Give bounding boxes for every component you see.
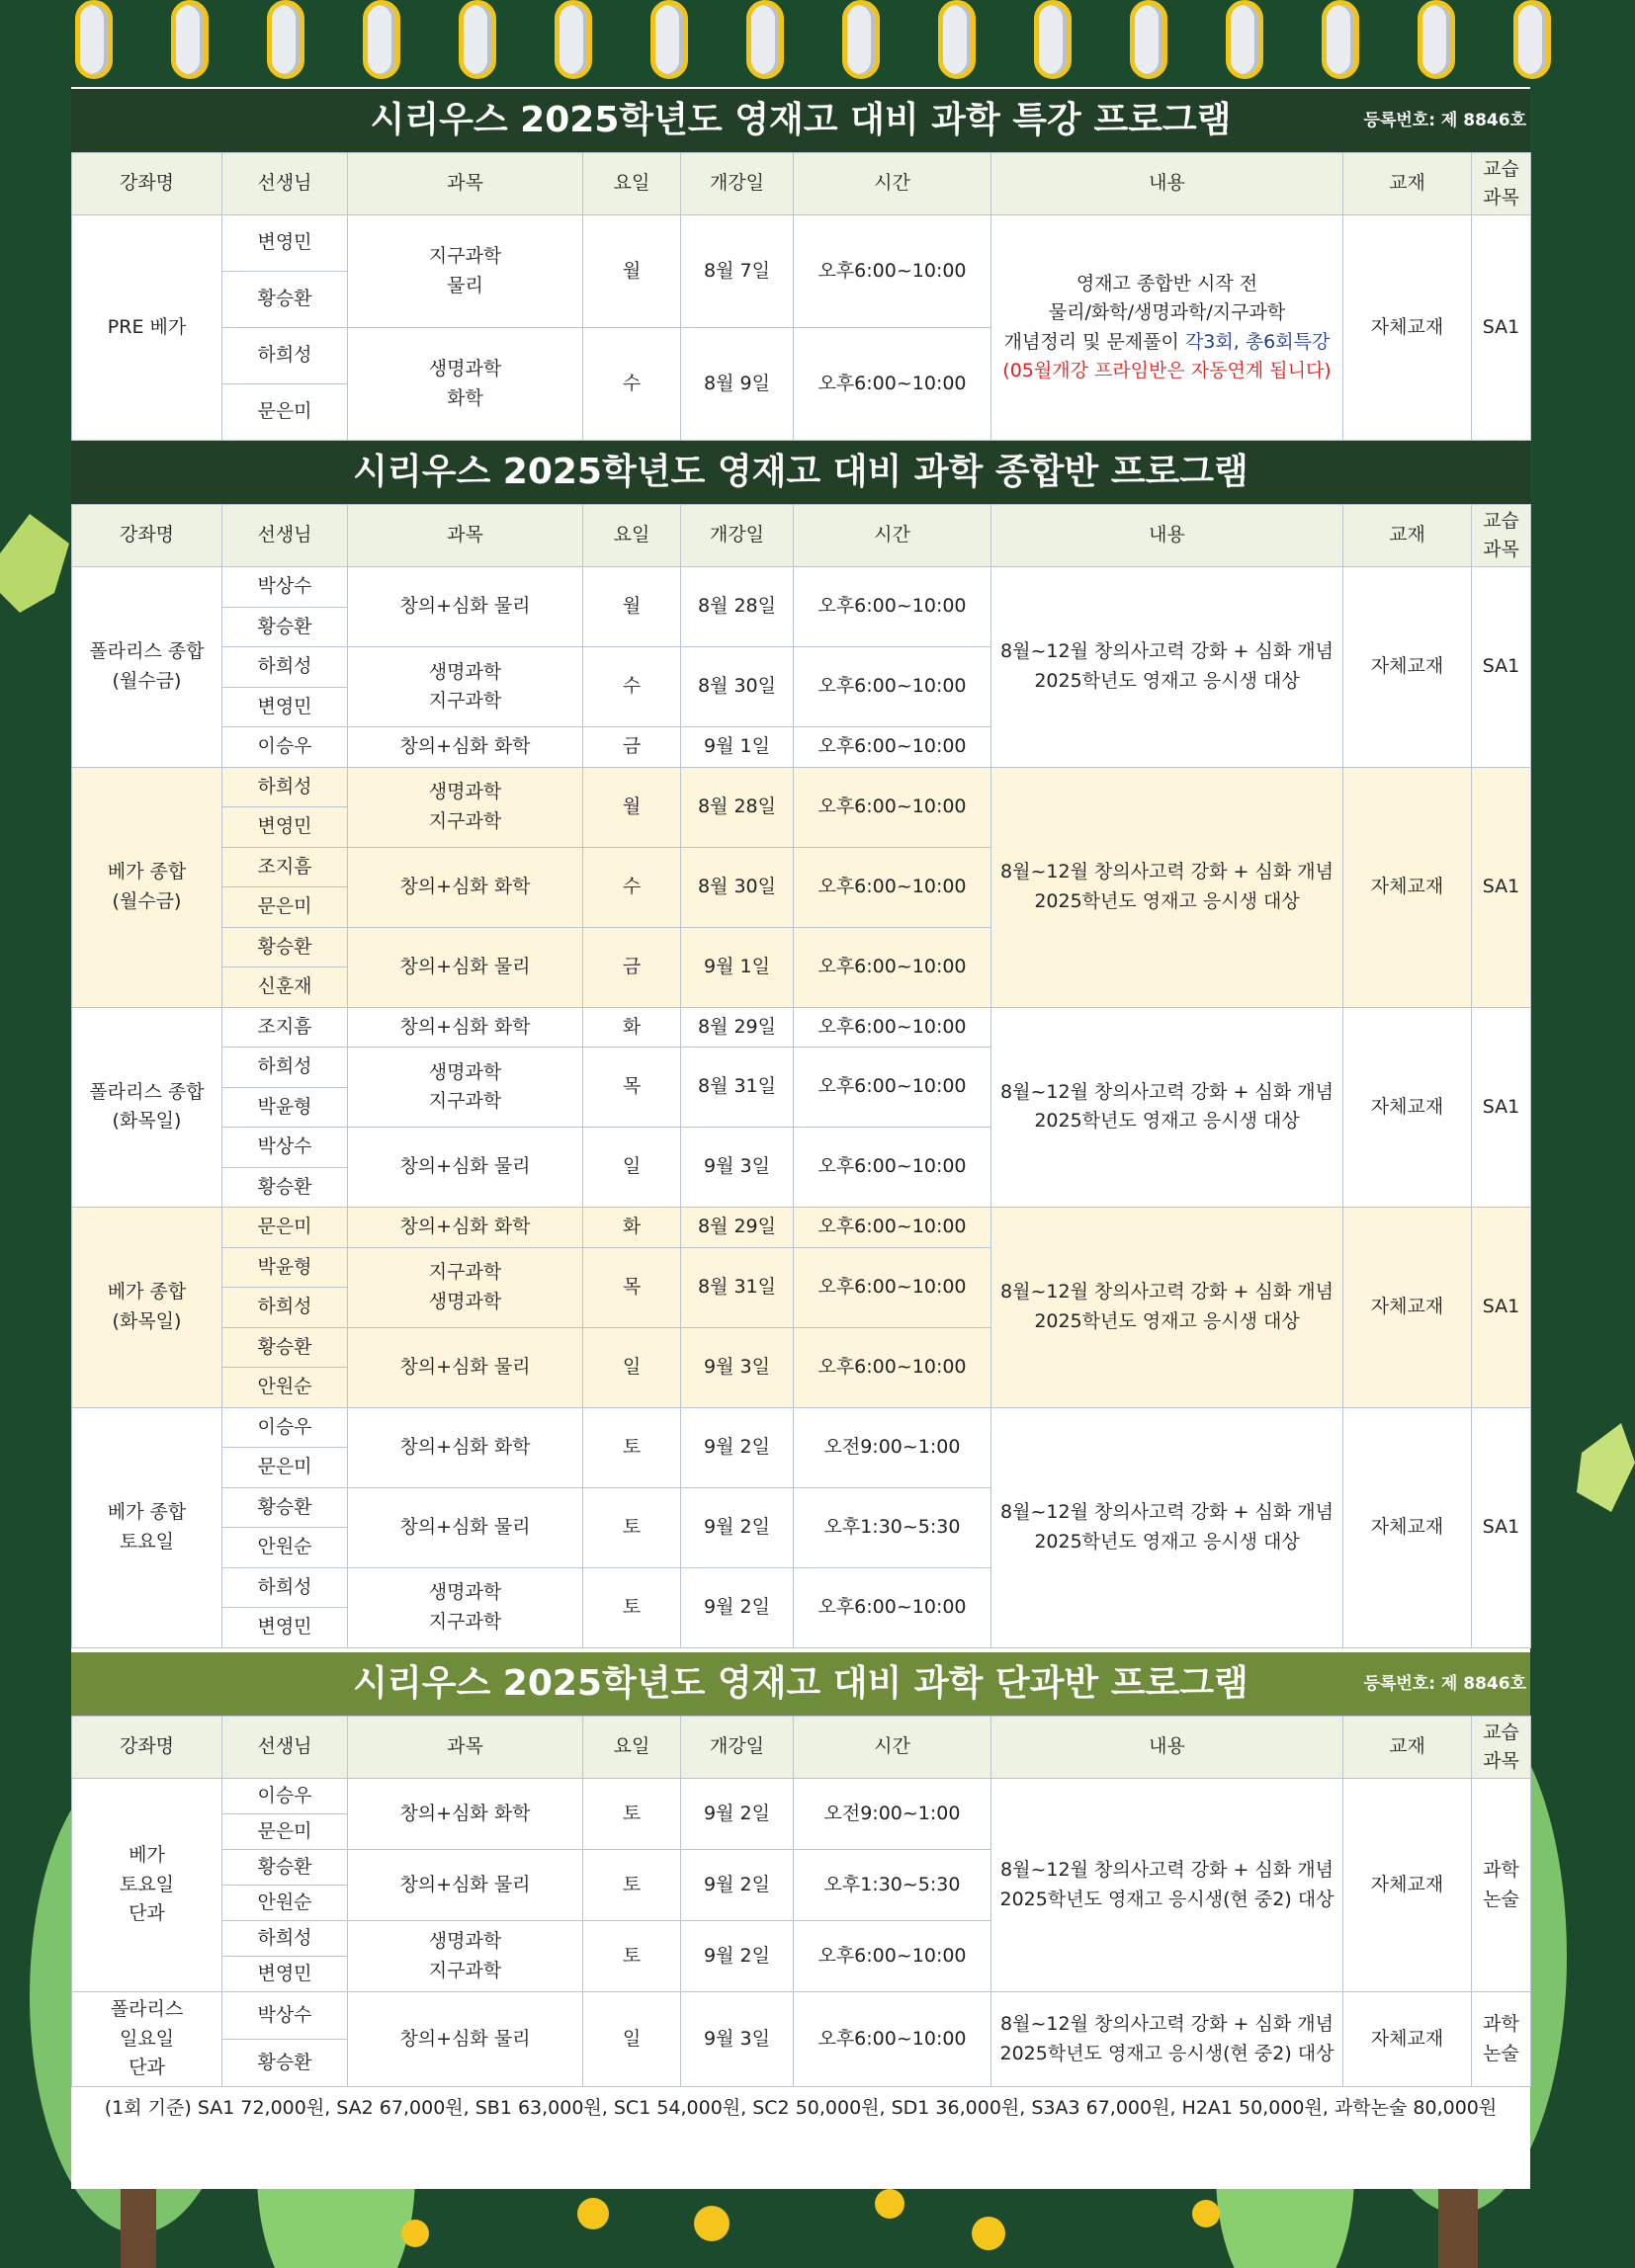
teacher-name: 이승우 xyxy=(222,1779,348,1814)
subject-cell: 지구과학 생명과학 xyxy=(348,1247,583,1327)
time-cell: 오후6:00~10:00 xyxy=(794,727,991,768)
teacher-name: 박윤형 xyxy=(222,1247,348,1288)
day-cell: 목 xyxy=(583,1048,681,1128)
teacher-name: 하희성 xyxy=(222,1921,348,1957)
day-cell: 화 xyxy=(583,1208,681,1248)
table-header-row xyxy=(72,1717,1531,1779)
comprehensive-program-table xyxy=(71,504,1531,1648)
header-textbook: 교재 xyxy=(1343,505,1472,567)
content-cell: 8월~12월 창의사고력 강화 + 심화 개념 2025학년도 영재고 응시생(현 중2) 대상 xyxy=(991,1992,1343,2087)
subject-cell: 창의+심화 물리 xyxy=(348,1128,583,1208)
leaf-left-decoration xyxy=(0,514,69,613)
time-cell: 오후6:00~10:00 xyxy=(794,1247,991,1327)
start-date-cell: 8월 28일 xyxy=(681,767,794,847)
course-code-cell: SA1 xyxy=(1472,567,1531,768)
content-line: 물리/화학/생명과학/지구과학 xyxy=(1048,301,1286,324)
teacher-name: 황승환 xyxy=(222,1487,348,1528)
start-date-cell: 9월 2일 xyxy=(681,1407,794,1487)
teacher-name: 하희성 xyxy=(222,1567,348,1608)
header-content: 내용 xyxy=(991,153,1343,215)
start-date-cell: 8월 9일 xyxy=(681,328,794,441)
header-subject: 과목 xyxy=(348,1717,583,1779)
header-content: 내용 xyxy=(991,1717,1343,1779)
teacher-name: 황승환 xyxy=(222,927,348,967)
subject-cell: 생명과학 지구과학 xyxy=(348,1567,583,1647)
teacher-name: 이승우 xyxy=(222,727,348,768)
start-date-cell: 8월 29일 xyxy=(681,1007,794,1048)
table-row xyxy=(72,1992,1531,2040)
section-banner-comprehensive xyxy=(71,441,1530,504)
teacher-name: 변영민 xyxy=(222,1957,348,1992)
day-cell: 토 xyxy=(583,1567,681,1647)
subject-cell: 창의+심화 물리 xyxy=(348,927,583,1007)
leaf-right-decoration xyxy=(1577,1423,1635,1512)
header-course: 강좌명 xyxy=(72,1717,222,1779)
subject-cell: 생명과학 지구과학 xyxy=(348,1921,583,1992)
content-cell xyxy=(991,215,1343,441)
teacher-name: 박상수 xyxy=(222,1128,348,1168)
teacher-name: 안원순 xyxy=(222,1368,348,1408)
header-start-date: 개강일 xyxy=(681,153,794,215)
day-cell: 수 xyxy=(583,647,681,727)
binder-ring xyxy=(1513,0,1551,79)
section-banner-single-subject xyxy=(71,1652,1530,1716)
content-cell: 8월~12월 창의사고력 강화 + 심화 개념 2025학년도 영재고 응시생 대상 xyxy=(991,1208,1343,1408)
section-title: 시리우스 2025학년도 영재고 대비 과학 종합반 프로그램 xyxy=(353,452,1248,492)
subject-cell: 생명과학 화학 xyxy=(348,328,583,441)
fee-note: (1회 기준) SA1 72,000원, SA2 67,000원, SB1 63,000원, SC1 54,000원, SC2 50,000원, SD1 36,000원, S3A3 67,000원, H2A1 50,000원, 과학논술 80,000원 xyxy=(104,2097,1498,2119)
course-name: 베가 종합 (화목일) xyxy=(72,1208,222,1408)
textbook-cell: 자체교재 xyxy=(1343,1208,1472,1408)
time-cell: 오후6:00~10:00 xyxy=(794,1208,991,1248)
day-cell: 일 xyxy=(583,1327,681,1407)
time-cell: 오후6:00~10:00 xyxy=(794,1007,991,1048)
content-cell: 8월~12월 창의사고력 강화 + 심화 개념 2025학년도 영재고 응시생 대상 xyxy=(991,767,1343,1007)
header-day: 요일 xyxy=(583,153,681,215)
subject-cell: 생명과학 지구과학 xyxy=(348,767,583,847)
subject-cell: 창의+심화 물리 xyxy=(348,1327,583,1407)
teacher-name: 박윤형 xyxy=(222,1087,348,1128)
teacher-name: 변영민 xyxy=(222,807,348,848)
header-teacher: 선생님 xyxy=(222,505,348,567)
day-cell: 토 xyxy=(583,1921,681,1992)
header-day: 요일 xyxy=(583,505,681,567)
teacher-name: 변영민 xyxy=(222,215,348,272)
header-teacher: 선생님 xyxy=(222,153,348,215)
single-subject-program-table xyxy=(71,1716,1531,2087)
teacher-name: 황승환 xyxy=(222,1850,348,1886)
start-date-cell: 9월 2일 xyxy=(681,1567,794,1647)
binder-ring xyxy=(171,0,209,79)
content-cell: 8월~12월 창의사고력 강화 + 심화 개념 2025학년도 영재고 응시생 대상 xyxy=(991,567,1343,768)
day-cell: 화 xyxy=(583,1007,681,1048)
header-textbook: 교재 xyxy=(1343,153,1472,215)
day-cell: 월 xyxy=(583,567,681,647)
teacher-name: 변영민 xyxy=(222,687,348,727)
textbook-cell: 자체교재 xyxy=(1343,767,1472,1007)
teacher-name: 변영민 xyxy=(222,1608,348,1648)
textbook-cell: 자체교재 xyxy=(1343,1779,1472,1992)
start-date-cell: 9월 2일 xyxy=(681,1779,794,1850)
teacher-name: 하희성 xyxy=(222,647,348,688)
teacher-name: 안원순 xyxy=(222,1528,348,1568)
binder-ring xyxy=(1226,0,1263,79)
binder-ring xyxy=(1034,0,1072,79)
start-date-cell: 9월 3일 xyxy=(681,1327,794,1407)
time-cell: 오후6:00~10:00 xyxy=(794,927,991,1007)
start-date-cell: 9월 2일 xyxy=(681,1921,794,1992)
day-cell: 금 xyxy=(583,727,681,768)
textbook-cell: 자체교재 xyxy=(1343,1407,1472,1647)
table-row xyxy=(72,1779,1531,1814)
header-time: 시간 xyxy=(794,1717,991,1779)
subject-cell: 생명과학 지구과학 xyxy=(348,647,583,727)
content-text: 개념정리 및 문제풀이 xyxy=(1003,330,1185,353)
header-time: 시간 xyxy=(794,153,991,215)
content-cell: 8월~12월 창의사고력 강화 + 심화 개념 2025학년도 영재고 응시생 대상 xyxy=(991,1007,1343,1208)
table-row xyxy=(72,1208,1531,1248)
subject-cell: 창의+심화 물리 xyxy=(348,1487,583,1567)
teacher-name: 문은미 xyxy=(222,887,348,928)
course-code-cell: SA1 xyxy=(1472,767,1531,1007)
header-course-code: 교습과목 xyxy=(1472,505,1531,567)
start-date-cell: 9월 1일 xyxy=(681,927,794,1007)
subject-cell: 창의+심화 물리 xyxy=(348,567,583,647)
course-code-cell: SA1 xyxy=(1472,1208,1531,1408)
special-program-table xyxy=(71,152,1531,441)
day-cell: 일 xyxy=(583,1992,681,2087)
subject-cell: 창의+심화 화학 xyxy=(348,1007,583,1048)
start-date-cell: 9월 1일 xyxy=(681,727,794,768)
start-date-cell: 8월 28일 xyxy=(681,567,794,647)
start-date-cell: 9월 2일 xyxy=(681,1487,794,1567)
day-cell: 수 xyxy=(583,328,681,441)
textbook-cell: 자체교재 xyxy=(1343,1007,1472,1208)
teacher-name: 조지흠 xyxy=(222,1007,348,1048)
course-name: 폴라리스 종합 (월수금) xyxy=(72,567,222,768)
subject-cell: 창의+심화 화학 xyxy=(348,727,583,768)
subject-cell: 창의+심화 화학 xyxy=(348,1208,583,1248)
header-teacher: 선생님 xyxy=(222,1717,348,1779)
header-course: 강좌명 xyxy=(72,153,222,215)
header-time: 시간 xyxy=(794,505,991,567)
section-title: 시리우스 2025학년도 영재고 대비 과학 특강 프로그램 xyxy=(370,100,1232,140)
table-header-row xyxy=(72,505,1531,567)
teacher-name: 황승환 xyxy=(222,1327,348,1368)
time-cell: 오후1:30~5:30 xyxy=(794,1487,991,1567)
time-cell: 오후6:00~10:00 xyxy=(794,1327,991,1407)
time-cell: 오후6:00~10:00 xyxy=(794,215,991,328)
binder-ring xyxy=(842,0,880,79)
course-code-cell: 과학논술 xyxy=(1472,1992,1531,2087)
teacher-name: 하희성 xyxy=(222,328,348,384)
teacher-name: 문은미 xyxy=(222,1208,348,1248)
teacher-name: 황승환 xyxy=(222,2040,348,2087)
time-cell: 오후6:00~10:00 xyxy=(794,567,991,647)
start-date-cell: 8월 30일 xyxy=(681,847,794,927)
table-row xyxy=(72,567,1531,608)
time-cell: 오전9:00~1:00 xyxy=(794,1779,991,1850)
day-cell: 목 xyxy=(583,1247,681,1327)
time-cell: 오후6:00~10:00 xyxy=(794,767,991,847)
time-cell: 오후1:30~5:30 xyxy=(794,1850,991,1921)
course-name: 폴라리스 종합 (화목일) xyxy=(72,1007,222,1208)
time-cell: 오후6:00~10:00 xyxy=(794,1128,991,1208)
binder-ring xyxy=(938,0,976,79)
teacher-name: 이승우 xyxy=(222,1407,348,1448)
binder-ring xyxy=(746,0,784,79)
start-date-cell: 8월 31일 xyxy=(681,1048,794,1128)
course-name: 폴라리스 일요일 단과 xyxy=(72,1992,222,2087)
content-note: (05월개강 프라임반은 자동연계 됩니다) xyxy=(1002,359,1332,381)
teacher-name: 하희성 xyxy=(222,767,348,807)
table-row xyxy=(72,767,1531,807)
day-cell: 토 xyxy=(583,1407,681,1487)
day-cell: 토 xyxy=(583,1487,681,1567)
course-code-cell: SA1 xyxy=(1472,1407,1531,1647)
binder-ring xyxy=(75,0,113,79)
start-date-cell: 8월 29일 xyxy=(681,1208,794,1248)
content-line xyxy=(995,328,1338,357)
time-cell: 오전9:00~1:00 xyxy=(794,1407,991,1487)
subject-cell: 창의+심화 물리 xyxy=(348,1850,583,1921)
teacher-name: 조지흠 xyxy=(222,847,348,887)
subject-cell: 창의+심화 화학 xyxy=(348,1779,583,1850)
content-line: 영재고 종합반 시작 전 xyxy=(1076,272,1258,294)
textbook-cell: 자체교재 xyxy=(1343,567,1472,768)
teacher-name: 하희성 xyxy=(222,1288,348,1328)
time-cell: 오후6:00~10:00 xyxy=(794,1992,991,2087)
course-name: 베가 토요일 단과 xyxy=(72,1779,222,1992)
header-subject: 과목 xyxy=(348,153,583,215)
header-day: 요일 xyxy=(583,1717,681,1779)
start-date-cell: 8월 30일 xyxy=(681,647,794,727)
time-cell: 오후6:00~10:00 xyxy=(794,847,991,927)
day-cell: 월 xyxy=(583,215,681,328)
time-cell: 오후6:00~10:00 xyxy=(794,328,991,441)
teacher-name: 안원순 xyxy=(222,1886,348,1921)
start-date-cell: 8월 7일 xyxy=(681,215,794,328)
day-cell: 월 xyxy=(583,767,681,847)
start-date-cell: 9월 2일 xyxy=(681,1850,794,1921)
time-cell: 오후6:00~10:00 xyxy=(794,647,991,727)
table-row xyxy=(72,1407,1531,1448)
section-banner-special xyxy=(71,89,1530,152)
start-date-cell: 9월 3일 xyxy=(681,1992,794,2087)
header-start-date: 개강일 xyxy=(681,505,794,567)
day-cell: 토 xyxy=(583,1850,681,1921)
registration-number: 등록번호: 제 8846호 xyxy=(1363,111,1526,130)
header-textbook: 교재 xyxy=(1343,1717,1472,1779)
start-date-cell: 9월 3일 xyxy=(681,1128,794,1208)
header-subject: 과목 xyxy=(348,505,583,567)
content-cell: 8월~12월 창의사고력 강화 + 심화 개념 2025학년도 영재고 응시생 대상 xyxy=(991,1407,1343,1647)
course-name: 베가 종합 (월수금) xyxy=(72,767,222,1007)
subject-cell: 지구과학 물리 xyxy=(348,215,583,328)
subject-cell: 생명과학 지구과학 xyxy=(348,1048,583,1128)
teacher-name: 박상수 xyxy=(222,1992,348,2040)
teacher-name: 황승환 xyxy=(222,607,348,647)
time-cell: 오후6:00~10:00 xyxy=(794,1567,991,1647)
course-code-cell: SA1 xyxy=(1472,1007,1531,1208)
course-name: PRE 베가 xyxy=(72,215,222,441)
teacher-name: 문은미 xyxy=(222,1448,348,1488)
section-title: 시리우스 2025학년도 영재고 대비 과학 단과반 프로그램 xyxy=(353,1663,1248,1704)
binder-ring xyxy=(1418,0,1455,79)
subject-cell: 창의+심화 화학 xyxy=(348,1407,583,1487)
teacher-name: 신훈재 xyxy=(222,967,348,1008)
teacher-name: 황승환 xyxy=(222,1167,348,1208)
binder-ring xyxy=(1130,0,1167,79)
subject-cell: 창의+심화 물리 xyxy=(348,1992,583,2087)
day-cell: 수 xyxy=(583,847,681,927)
time-cell: 오후6:00~10:00 xyxy=(794,1921,991,1992)
table-row xyxy=(72,1007,1531,1048)
course-code-cell: SA1 xyxy=(1472,215,1531,441)
binder-ring xyxy=(555,0,592,79)
content-highlight: 각3회, 총6회특강 xyxy=(1184,330,1331,353)
course-name: 베가 종합 토요일 xyxy=(72,1407,222,1647)
start-date-cell: 8월 31일 xyxy=(681,1247,794,1327)
teacher-name: 황승환 xyxy=(222,272,348,328)
teacher-name: 문은미 xyxy=(222,384,348,441)
textbook-cell: 자체교재 xyxy=(1343,1992,1472,2087)
binder-ring xyxy=(267,0,304,79)
header-course: 강좌명 xyxy=(72,505,222,567)
course-code-cell: 과학논술 xyxy=(1472,1779,1531,1992)
teacher-name: 하희성 xyxy=(222,1048,348,1088)
teacher-name: 문은미 xyxy=(222,1814,348,1850)
day-cell: 토 xyxy=(583,1779,681,1850)
subject-cell: 창의+심화 화학 xyxy=(348,847,583,927)
day-cell: 금 xyxy=(583,927,681,1007)
content-cell: 8월~12월 창의사고력 강화 + 심화 개념 2025학년도 영재고 응시생(현 중2) 대상 xyxy=(991,1779,1343,1992)
textbook-cell: 자체교재 xyxy=(1343,215,1472,441)
header-start-date: 개강일 xyxy=(681,1717,794,1779)
binder-ring xyxy=(650,0,688,79)
header-course-code: 교습과목 xyxy=(1472,1717,1531,1779)
binder-ring xyxy=(1322,0,1359,79)
teacher-name: 박상수 xyxy=(222,567,348,608)
binder-ring xyxy=(459,0,496,79)
time-cell: 오후6:00~10:00 xyxy=(794,1048,991,1128)
table-row xyxy=(72,215,1531,272)
binder-ring xyxy=(363,0,400,79)
registration-number: 등록번호: 제 8846호 xyxy=(1363,1674,1526,1694)
table-header-row xyxy=(72,153,1531,215)
header-course-code: 교습과목 xyxy=(1472,153,1531,215)
day-cell: 일 xyxy=(583,1128,681,1208)
header-content: 내용 xyxy=(991,505,1343,567)
